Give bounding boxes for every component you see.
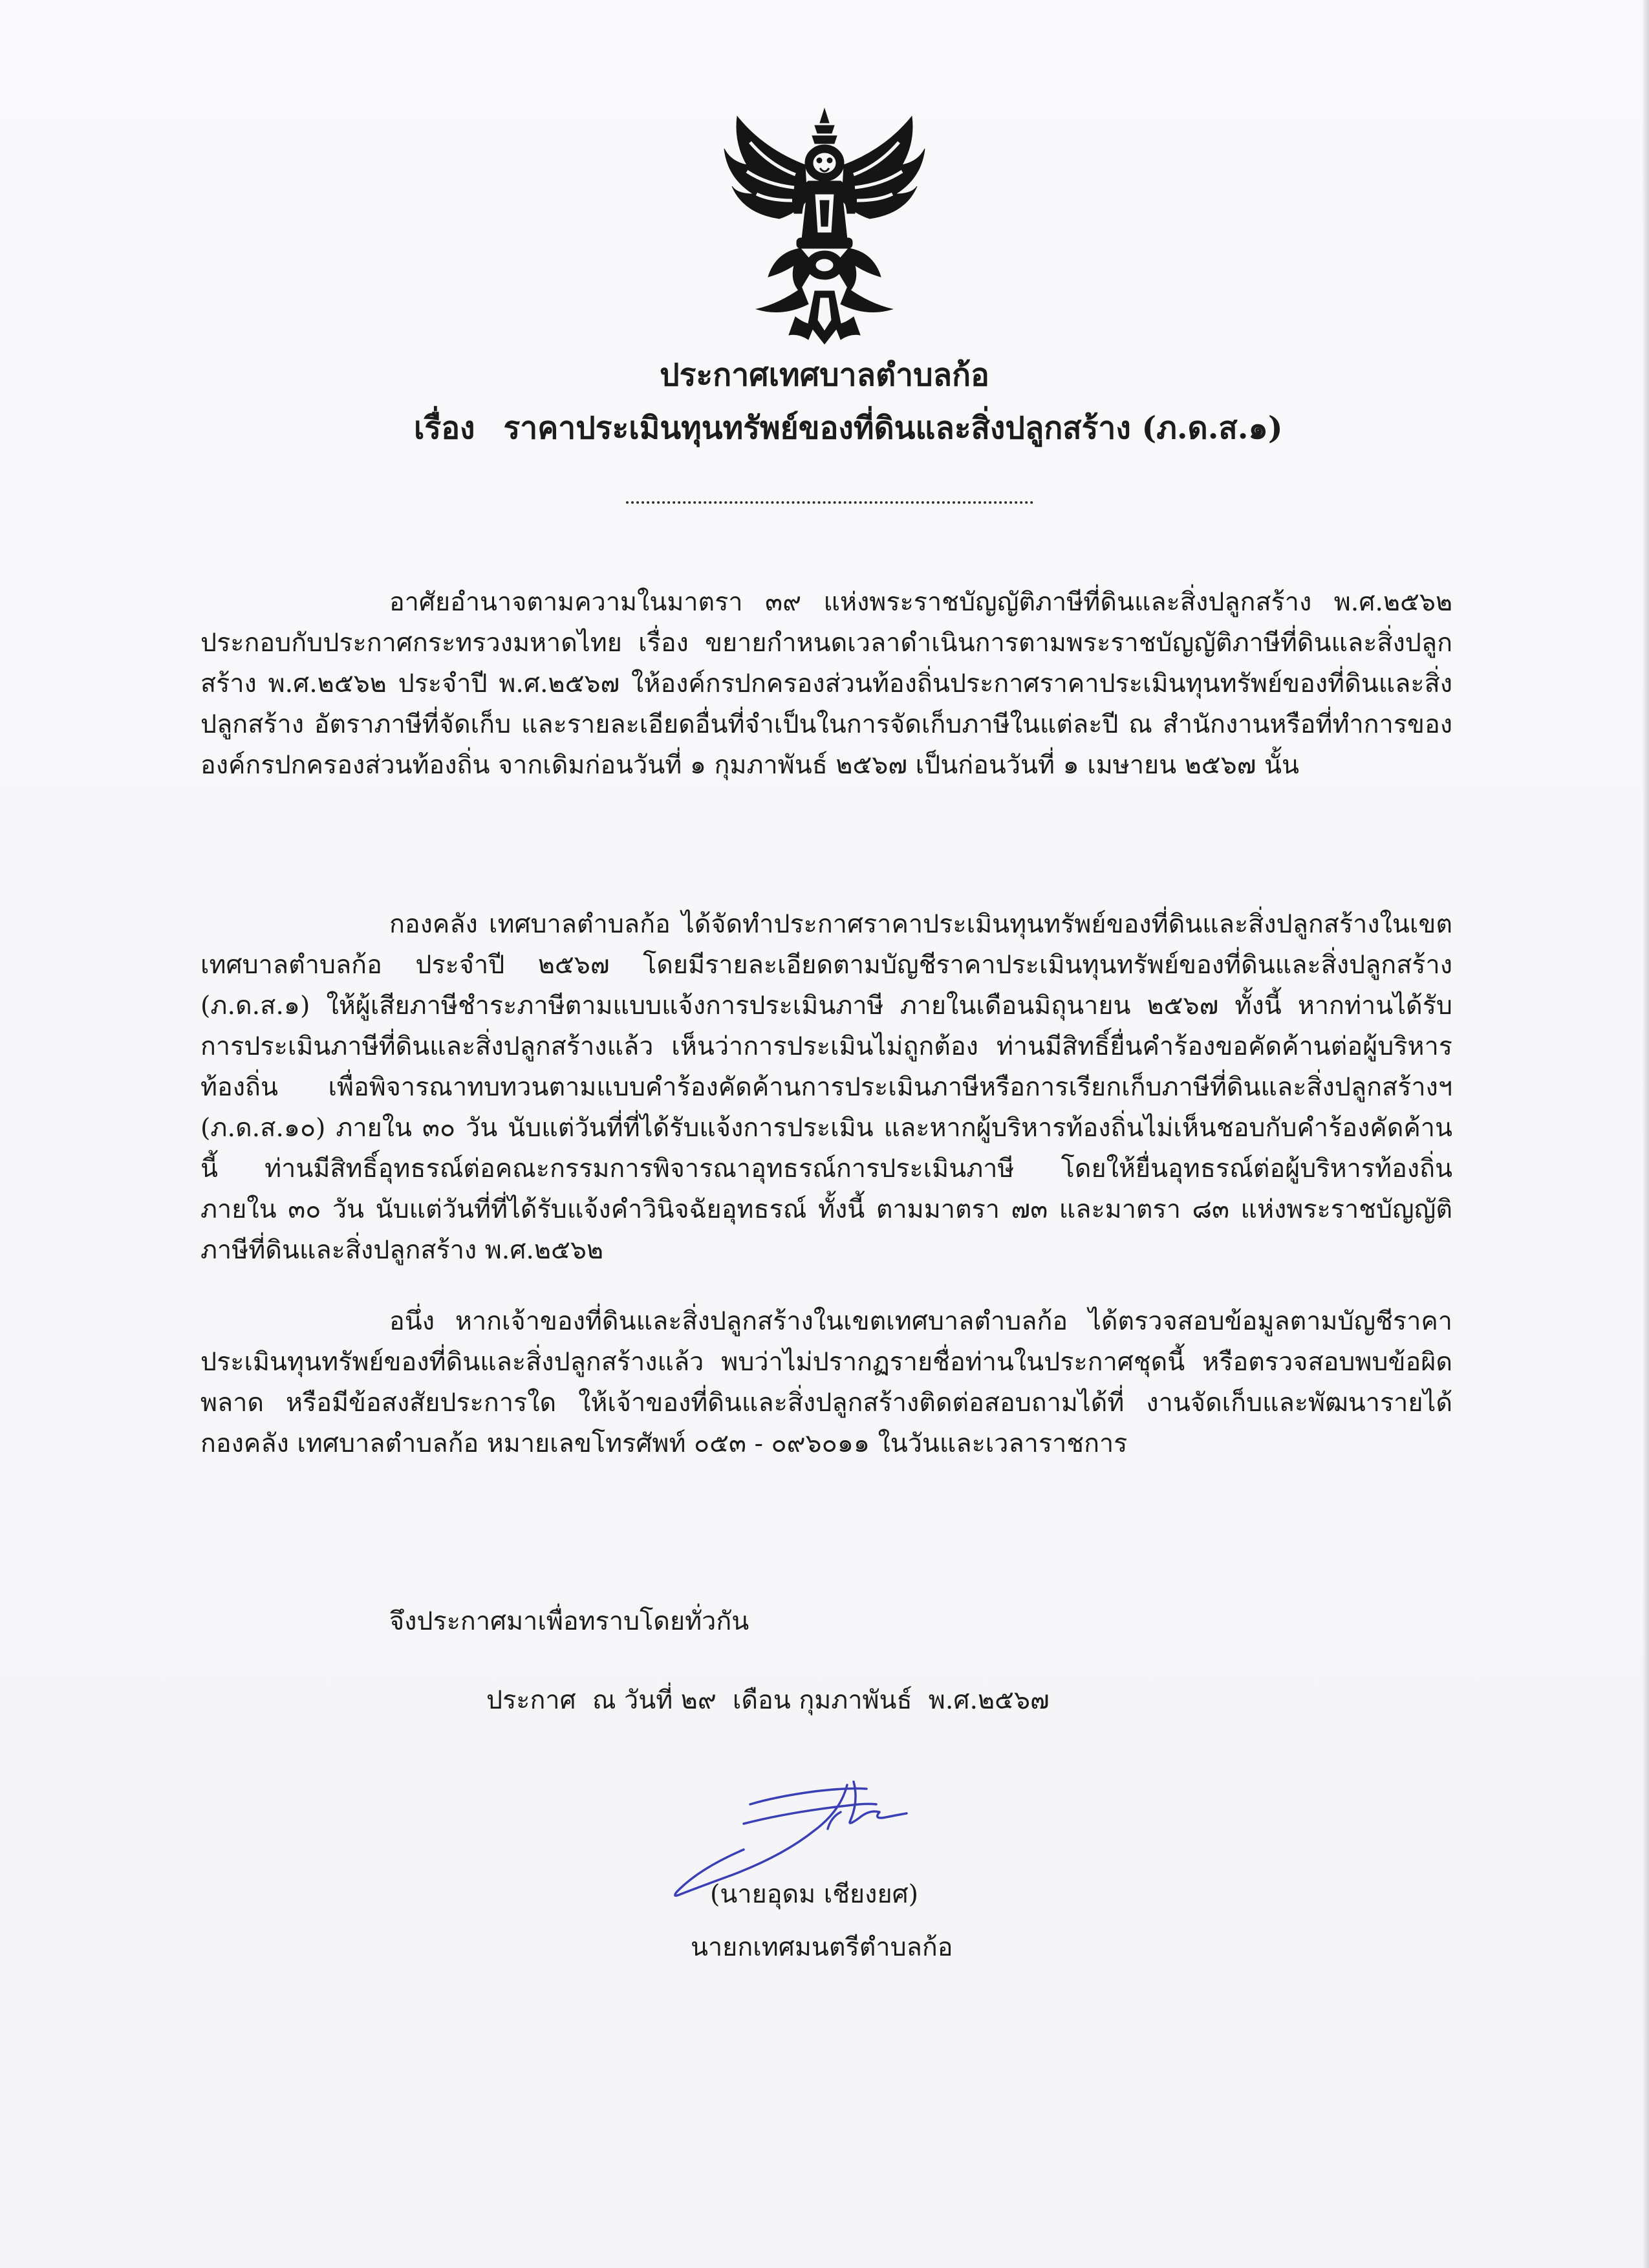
- date-month: เดือน กุมภาพันธ์: [732, 1685, 912, 1715]
- garuda-emblem-icon: [718, 103, 931, 349]
- dotted-separator: [626, 501, 1033, 504]
- signer-name: (นายอุดม เชียงยศ): [710, 1879, 919, 1909]
- signer-position: นายกเทศมนตรีตำบลก้อ: [691, 1932, 953, 1962]
- body-paragraph-1: [200, 582, 1452, 786]
- paragraph-3-text: อนึ่ง หากเจ้าของที่ดินและสิ่งปลูกสร้างในเขตเทศบาลตำบลก้อ ได้ตรวจสอบข้อมูลตามบัญชีราคาประเมินทุนทรัพย์ของที่ดินและสิ่งปลูกสร้างแล้ว พบว่าไม่ปรากฏรายชื่อท่านในประกาศชุดนี้ หรือตรวจสอบพบข้อผิดพลาด หรือมีข้อสงสัยประการใด ให้เจ้าของที่ดินและสิ่งปลูกสร้างติดต่อสอบถามได้ที่ งานจัดเก็บและพัฒนารายได้ กองคลัง เทศบาลตำบลก้อ หมายเลขโทรศัพท์ ๐๕๓ - ๐๙๖๐๑๑ ในวันและเวลาราชการ: [200, 1306, 1452, 1458]
- paragraph-1-text: อาศัยอำนาจตามความในมาตรา ๓๙ แห่งพระราชบัญญัติภาษีที่ดินและสิ่งปลูกสร้าง พ.ศ.๒๕๖๒ ประกอบกับประกาศกระทรวงมหาดไทย เรื่อง ขยายกำหนดเวลาดำเนินการตามพระราชบัญญัติภาษีที่ดินและสิ่งปลูกสร้าง พ.ศ.๒๕๖๒ ประจำปี พ.ศ.๒๕๖๗ ให้องค์กรปกครองส่วนท้องถิ่นประกาศราคาประเมินทุนทรัพย์ของที่ดินและสิ่งปลูกสร้าง อัตราภาษีที่จัดเก็บ และรายละเอียดอื่นที่จำเป็นในการจัดเก็บภาษีในแต่ละปี ณ สำนักงานหรือที่ทำการขององค์กรปกครองส่วนท้องถิ่น จากเดิมก่อนวันที่ ๑ กุมภาพันธ์ ๒๕๖๗ เป็นก่อนวันที่ ๑ เมษายน ๒๕๖๗ นั้น: [200, 587, 1452, 780]
- subject-text: ราคาประเมินทุนทรัพย์ของที่ดินและสิ่งปลูกสร้าง (ภ.ด.ส.๑): [503, 410, 1283, 446]
- body-paragraph-2: [200, 904, 1452, 1271]
- date-prefix: ประกาศ: [486, 1685, 576, 1715]
- announcement-subject: [414, 407, 1283, 449]
- date-year: พ.ศ.๒๕๖๗: [928, 1685, 1050, 1715]
- date-at-label: ณ: [592, 1685, 616, 1715]
- closing-statement: จึงประกาศมาเพื่อทราบโดยทั่วกัน: [389, 1606, 749, 1636]
- paragraph-2-text: กองคลัง เทศบาลตำบลก้อ ได้จัดทำประกาศราคาประเมินทุนทรัพย์ของที่ดินและสิ่งปลูกสร้างในเขตเทศบาลตำบลก้อ ประจำปี ๒๕๖๗ โดยมีรายละเอียดตามบัญชีราคาประเมินทุนทรัพย์ของที่ดินและสิ่งปลูกสร้าง (ภ.ด.ส.๑) ให้ผู้เสียภาษีชำระภาษีตามแบบแจ้งการประเมินภาษี ภายในเดือนมิถุนายน ๒๕๖๗ ทั้งนี้ หากท่านได้รับการประเมินภาษีที่ดินและสิ่งปลูกสร้างแล้ว เห็นว่าการประเมินไม่ถูกต้อง ท่านมีสิทธิ์ยื่นคำร้องขอคัดค้านต่อผู้บริหารท้องถิ่น เพื่อพิจารณาทบทวนตามแบบคำร้องคัดค้านการประเมินภาษีหรือการเรียกเก็บภาษีที่ดินและสิ่งปลูกสร้างฯ (ภ.ด.ส.๑๐) ภายใน ๓๐ วัน นับแต่วันที่ที่ได้รับแจ้งการประเมิน และหากผู้บริหารท้องถิ่นไม่เห็นชอบกับคำร้องคัดค้านนี้ ท่านมีสิทธิ์อุทธรณ์ต่อคณะกรรมการพิจารณาอุทธรณ์การประเมินภาษี โดยให้ยื่นอุทธรณ์ต่อผู้บริหารท้องถิ่น ภายใน ๓๐ วัน นับแต่วันที่ที่ได้รับแจ้งคำวินิจฉัยอุทธรณ์ ทั้งนี้ ตามมาตรา ๗๓ และมาตรา ๘๓ แห่งพระราชบัญญัติภาษีที่ดินและสิ่งปลูกสร้าง พ.ศ.๒๕๖๒: [200, 909, 1452, 1265]
- announcement-title: ประกาศเทศบาลตำบลก้อ: [660, 357, 989, 393]
- body-paragraph-3: [200, 1301, 1452, 1464]
- subject-label: เรื่อง: [414, 410, 475, 446]
- announcement-date: [486, 1680, 1050, 1721]
- date-day: วันที่ ๒๙: [624, 1685, 717, 1715]
- page-edge-shadow: [1643, 0, 1649, 2268]
